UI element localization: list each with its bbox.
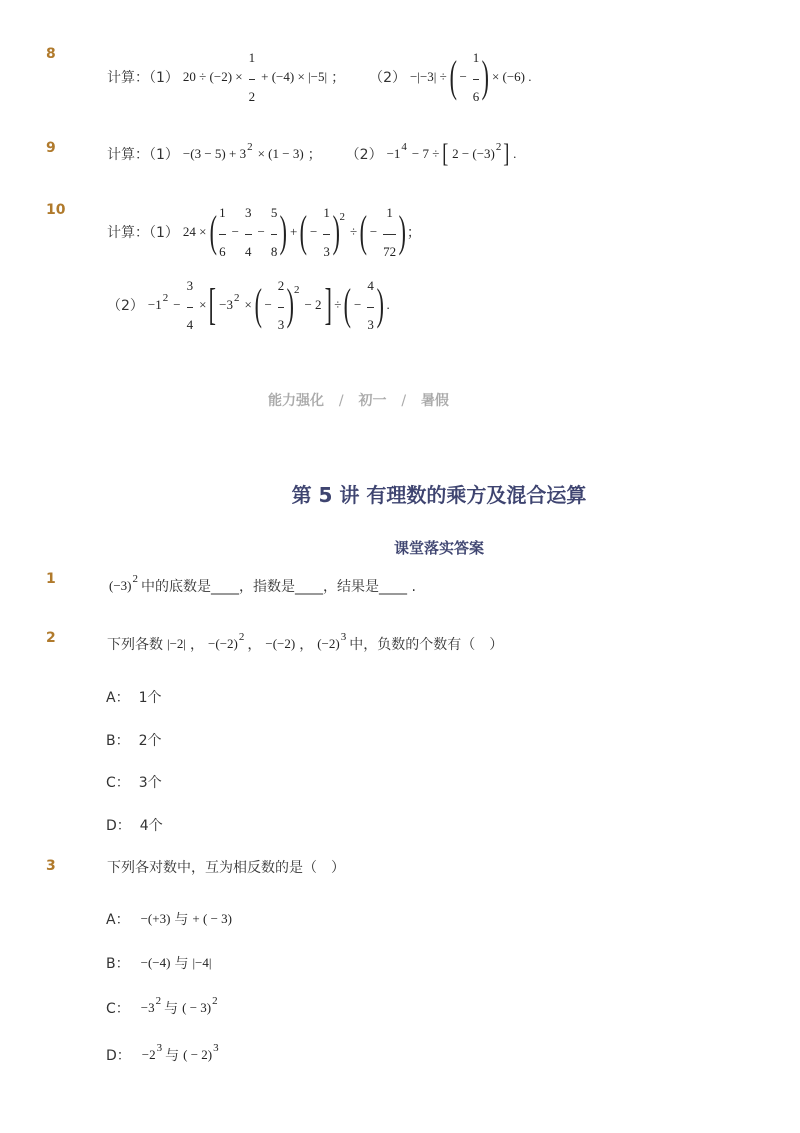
choice-option bbox=[106, 725, 163, 755]
chinese-text: 与 bbox=[174, 912, 189, 928]
fraction-numerator: 3 bbox=[186, 277, 194, 293]
expression-part bbox=[106, 51, 346, 104]
chinese-text: 与 bbox=[174, 956, 189, 972]
fraction-denominator: 8 bbox=[270, 243, 278, 259]
chinese-text: （2） bbox=[345, 147, 383, 163]
fraction bbox=[367, 279, 374, 332]
chinese-text: ； bbox=[307, 147, 322, 163]
superscript: 3 bbox=[213, 1042, 219, 1054]
footer-item: 暑假 bbox=[420, 393, 449, 409]
option-content bbox=[138, 953, 215, 973]
chinese-text: （2） bbox=[107, 298, 144, 314]
large-bracket: ) bbox=[376, 280, 384, 329]
fraction-denominator: 4 bbox=[245, 243, 252, 259]
fraction-bar bbox=[323, 234, 330, 235]
footer-separator: / bbox=[401, 393, 407, 409]
choice-option bbox=[106, 993, 220, 1023]
question-number: 3 bbox=[46, 858, 56, 874]
expression-part bbox=[106, 857, 346, 877]
chinese-text: ， bbox=[247, 637, 262, 653]
superscript: 2 bbox=[233, 292, 240, 304]
fraction-bar bbox=[219, 234, 226, 235]
option-label: B： bbox=[106, 733, 130, 749]
choice-option bbox=[106, 767, 163, 797]
math-text: . bbox=[513, 146, 517, 161]
math-text: − bbox=[369, 224, 378, 239]
superscript: 4 bbox=[401, 141, 407, 153]
chinese-text: ， bbox=[299, 637, 314, 653]
math-text: − bbox=[354, 297, 362, 312]
question-number: 10 bbox=[46, 202, 66, 218]
footer-breadcrumb bbox=[268, 392, 449, 410]
math-text: − bbox=[310, 224, 318, 239]
fraction-numerator: 1 bbox=[323, 204, 330, 220]
question-number: 8 bbox=[46, 46, 56, 62]
chinese-text: 下列各对数中，互为相反数的是（ ） bbox=[107, 860, 345, 876]
chinese-text: ， bbox=[190, 637, 205, 653]
math-text: −3 bbox=[219, 297, 233, 312]
fraction-numerator: 4 bbox=[367, 277, 374, 293]
expression-part bbox=[138, 909, 235, 929]
math-text: ( − 2) bbox=[183, 1047, 213, 1062]
expression-part bbox=[138, 730, 163, 750]
option-label: D： bbox=[106, 1048, 131, 1064]
footer-item: 初一 bbox=[358, 393, 387, 409]
expression-part bbox=[345, 139, 520, 169]
option-content bbox=[138, 995, 220, 1018]
math-text: − 2 bbox=[304, 297, 322, 312]
math-text: −1 bbox=[386, 146, 401, 161]
fraction-numerator: 1 bbox=[248, 49, 256, 65]
chinese-text: 中，负数的个数有（ ） bbox=[349, 637, 504, 653]
superscript: 2 bbox=[247, 141, 253, 153]
math-text: + bbox=[290, 224, 298, 239]
superscript: 3 bbox=[156, 1042, 163, 1054]
option-content bbox=[139, 815, 164, 835]
chinese-text: ； bbox=[406, 225, 421, 241]
expression-part bbox=[106, 206, 422, 259]
fraction-numerator: 5 bbox=[270, 204, 278, 220]
question-number: 2 bbox=[46, 630, 56, 646]
math-text: ÷ bbox=[350, 224, 358, 239]
math-text: 2 − (−3) bbox=[452, 146, 495, 161]
fraction-numerator: 1 bbox=[219, 204, 226, 220]
math-text: −(3 − 5) + 3 bbox=[182, 146, 247, 161]
chinese-text: 与 bbox=[164, 1001, 179, 1017]
fraction-bar bbox=[271, 234, 278, 235]
lesson-title: 第 5 讲 有理数的乘方及混合运算 bbox=[291, 483, 587, 507]
large-bracket: ) bbox=[481, 52, 490, 101]
large-bracket: ( bbox=[359, 207, 368, 256]
large-bracket: ( bbox=[344, 280, 352, 329]
question-expression bbox=[106, 275, 393, 335]
math-text: × (1 − 3) bbox=[257, 146, 304, 161]
large-bracket: ) bbox=[280, 207, 288, 256]
option-content bbox=[139, 1042, 221, 1065]
choice-option bbox=[106, 904, 235, 934]
fraction-bar bbox=[473, 79, 480, 80]
chinese-text: 计算：（1） bbox=[107, 225, 179, 241]
math-text: + (−4) × |−5| bbox=[261, 69, 328, 84]
fraction-denominator: 72 bbox=[383, 243, 397, 259]
chinese-text: 4个 bbox=[139, 818, 163, 834]
option-label: A： bbox=[106, 690, 130, 706]
superscript: 2 bbox=[132, 573, 138, 585]
bracket: [ bbox=[442, 139, 449, 168]
large-bracket: ( bbox=[254, 280, 262, 329]
fraction bbox=[323, 206, 330, 259]
fraction bbox=[219, 206, 226, 259]
question-text bbox=[106, 837, 346, 897]
fraction-bar bbox=[278, 307, 285, 308]
math-text: − bbox=[264, 297, 272, 312]
fraction-bar bbox=[249, 79, 256, 80]
superscript: 2 bbox=[339, 211, 346, 223]
fraction bbox=[271, 206, 278, 259]
superscript: 2 bbox=[495, 141, 502, 153]
fraction-numerator: 1 bbox=[472, 49, 480, 65]
superscript: 2 bbox=[162, 292, 169, 304]
chinese-text: 2个 bbox=[138, 733, 162, 749]
option-content bbox=[138, 909, 235, 929]
large-bracket: ] bbox=[324, 280, 332, 329]
math-text: −(−2) bbox=[208, 636, 238, 651]
superscript: 3 bbox=[340, 631, 347, 643]
expression-part bbox=[106, 631, 504, 654]
option-label: C： bbox=[106, 775, 130, 791]
expression-part bbox=[138, 772, 163, 792]
bracket: ] bbox=[503, 139, 510, 168]
fraction-denominator: 6 bbox=[472, 88, 480, 104]
math-text: −1 bbox=[147, 297, 162, 312]
footer-item: 能力强化 bbox=[268, 393, 324, 409]
superscript: 2 bbox=[212, 995, 218, 1007]
chinese-text: 1个 bbox=[138, 690, 162, 706]
expression-part bbox=[368, 51, 534, 104]
choice-option bbox=[106, 682, 163, 712]
expression-part bbox=[138, 953, 215, 973]
superscript: 2 bbox=[155, 995, 162, 1007]
math-text: − bbox=[173, 297, 181, 312]
math-text: |−4| bbox=[192, 955, 212, 970]
superscript: 2 bbox=[293, 284, 300, 296]
math-text: 20 ÷ (−2) × bbox=[182, 69, 243, 84]
fraction-denominator: 3 bbox=[367, 316, 374, 332]
fraction-denominator: 3 bbox=[323, 243, 330, 259]
large-bracket: [ bbox=[209, 280, 217, 329]
math-text: − bbox=[257, 224, 265, 239]
math-text: −3 bbox=[140, 1000, 155, 1015]
fraction bbox=[278, 279, 285, 332]
math-text: (−2) bbox=[317, 636, 340, 651]
chinese-text: 下列各数 bbox=[107, 637, 163, 653]
section-subtitle: 课堂落实答案 bbox=[393, 539, 484, 557]
math-text: −(−4) bbox=[140, 955, 171, 970]
chinese-text: 与 bbox=[165, 1048, 180, 1064]
large-bracket: ( bbox=[449, 52, 457, 101]
math-text: × bbox=[244, 297, 252, 312]
expression-part bbox=[106, 141, 323, 164]
fraction-bar bbox=[245, 234, 252, 235]
expression-part bbox=[139, 815, 164, 835]
large-bracket: ( bbox=[209, 207, 217, 256]
math-text: (−3) bbox=[109, 578, 132, 593]
question-number: 1 bbox=[46, 571, 56, 587]
math-text: × bbox=[199, 297, 207, 312]
fraction-bar bbox=[367, 307, 374, 308]
fraction bbox=[383, 206, 396, 259]
expression-part bbox=[106, 279, 393, 332]
fraction-numerator: 1 bbox=[386, 204, 393, 220]
fraction-denominator: 6 bbox=[219, 243, 226, 259]
footer-separator: / bbox=[338, 393, 344, 409]
expression-part bbox=[138, 687, 163, 707]
fraction-denominator: 4 bbox=[186, 316, 194, 332]
option-content bbox=[138, 730, 163, 750]
large-bracket: ( bbox=[300, 207, 308, 256]
question-expression bbox=[106, 47, 535, 107]
fraction-bar bbox=[383, 234, 396, 235]
fraction bbox=[473, 51, 480, 104]
large-bracket: ) bbox=[332, 207, 340, 256]
math-text: −(+3) bbox=[140, 911, 171, 926]
chinese-text: ； bbox=[331, 70, 346, 86]
math-text: ( − 3) bbox=[182, 1000, 212, 1015]
expression-part bbox=[139, 1042, 221, 1065]
option-content bbox=[138, 687, 163, 707]
option-label: C： bbox=[106, 1001, 130, 1017]
math-text: × (−6) . bbox=[491, 69, 532, 84]
math-text: |−2| bbox=[167, 636, 187, 651]
math-text: + ( − 3) bbox=[192, 911, 232, 926]
question-text bbox=[106, 556, 417, 616]
fraction-denominator: 2 bbox=[248, 88, 256, 104]
math-text: − 7 ÷ bbox=[411, 146, 440, 161]
chinese-text: 计算：（1） bbox=[107, 70, 179, 86]
fraction-numerator: 3 bbox=[245, 204, 252, 220]
option-content bbox=[138, 772, 163, 792]
fraction-denominator: 3 bbox=[277, 316, 285, 332]
expression-part bbox=[138, 995, 220, 1018]
fraction bbox=[187, 279, 194, 332]
large-bracket: ) bbox=[398, 207, 407, 256]
expression-part bbox=[106, 573, 417, 596]
question-expression bbox=[106, 124, 519, 184]
large-bracket: ) bbox=[286, 280, 295, 329]
fraction bbox=[245, 206, 252, 259]
math-text: . bbox=[386, 297, 390, 312]
choice-option bbox=[106, 948, 214, 978]
choice-option bbox=[106, 1040, 221, 1070]
math-text: − bbox=[231, 224, 240, 239]
superscript: 2 bbox=[238, 631, 245, 643]
math-text: −2 bbox=[141, 1047, 156, 1062]
math-text: −|−3| ÷ bbox=[410, 69, 447, 84]
option-label: D： bbox=[106, 818, 131, 834]
math-text: ÷ bbox=[334, 297, 342, 312]
math-text: − bbox=[459, 69, 467, 84]
chinese-text: 中的底数是____，指数是____，结果是____ . bbox=[141, 579, 416, 595]
chinese-text: 计算：（1） bbox=[107, 147, 179, 163]
option-label: A： bbox=[106, 912, 130, 928]
choice-option bbox=[106, 810, 164, 840]
math-text: 24 × bbox=[182, 224, 207, 239]
option-label: B： bbox=[106, 956, 130, 972]
fraction-numerator: 2 bbox=[277, 277, 285, 293]
fraction-bar bbox=[187, 307, 194, 308]
chinese-text: 3个 bbox=[138, 775, 162, 791]
question-text bbox=[106, 614, 504, 674]
question-expression bbox=[106, 202, 422, 262]
chinese-text: （2） bbox=[369, 70, 407, 86]
math-text: −(−2) bbox=[265, 636, 296, 651]
fraction bbox=[249, 51, 256, 104]
question-number: 9 bbox=[46, 140, 56, 156]
